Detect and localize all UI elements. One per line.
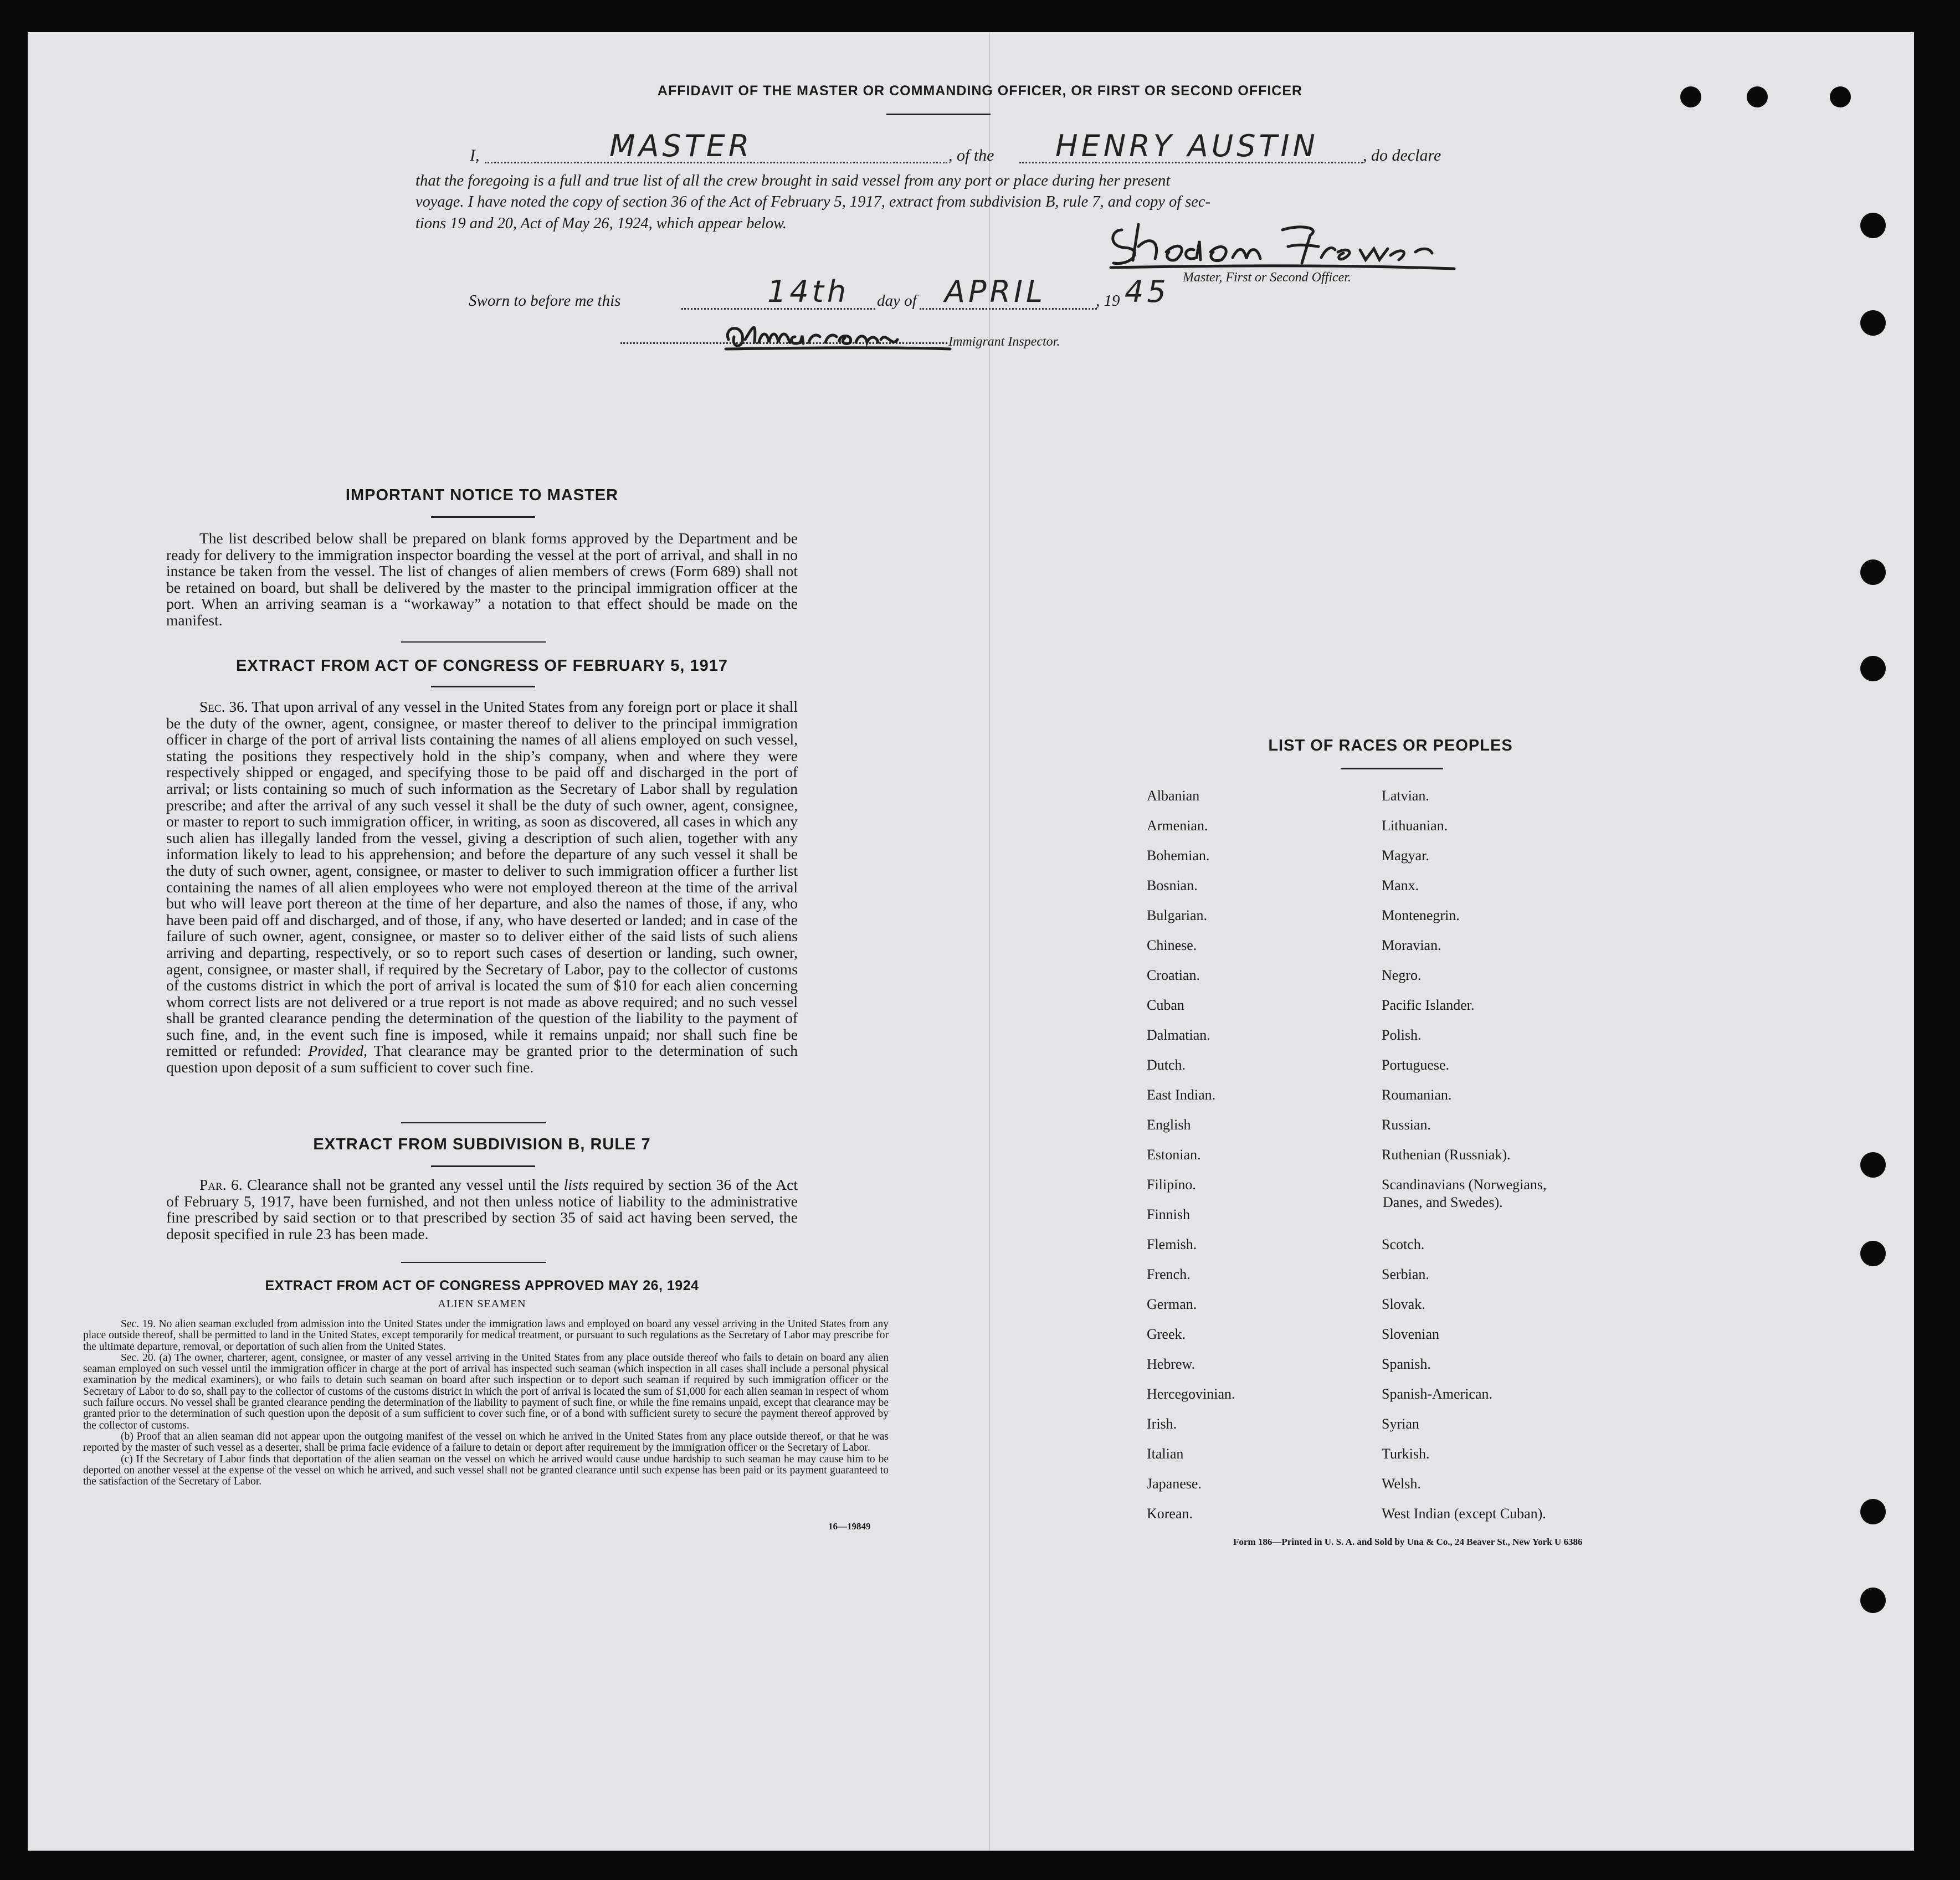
- month-filled: APRIL: [945, 274, 1046, 309]
- race-item: Syrian: [1382, 1416, 1419, 1432]
- race-item: East Indian.: [1147, 1087, 1216, 1103]
- races-rule: [1341, 768, 1443, 769]
- section-36-body: That upon arrival of any vessel in the United States from any foreign port or place it shall be the duty of the owner, agent, consignee, or master thereof to deliver to the principal immigration officer in charge of the port of arrival lists containing the names of all aliens employed on such vessel, stating the positions they respectively hold in the ship’s company, when and where they were respectively shipped or engaged, and specifying those to be paid off and discharged in the port of arrival; or lists containing so much of such information as the Secretary of Labor shall by regulation prescribe; and after the arrival of any such vessel it shall be the duty of such owner, agent, consignee, or master to report to such immigration officer, in writing, as soon as discovered, all cases in which any such alien has illegally landed from the vessel, giving a description of such alien, together with any information likely to lead to his apprehension; and before the departure of any such vessel it shall be the duty of such owner, agent, consignee, or master to deliver to such immigration officer a further list containing the names of all alien employees who were not employed thereon at the time of the arrival but who will leave port thereon at the time of her departure, and also the names of those, if any, who have been paid off and discharged, and of those, if any, who have deserted or landed; and in case of the failure of such owner, agent, consignee, or master so to deliver either of the said lists of such aliens arriving and departing, respectively, or so to report such cases of desertion or landing, such owner, agent, consignee, or master shall, if required by the Secretary of Labor, pay to the collector of customs of the customs district in which the port of arrival is located the sum of $10 for each alien concerning whom correct lists are not delivered or a true report is not made as above required; and no such vessel shall be granted clearance pending the determination of the question of the liability to the payment of such fine, and, in the event such fine is imposed, while it remains unpaid; nor shall such fine be remitted or refunded:: [166, 698, 798, 1060]
- race-item: German.: [1147, 1296, 1197, 1312]
- race-item: West Indian (except Cuban).: [1382, 1506, 1546, 1522]
- race-item: Armenian.: [1147, 818, 1208, 834]
- rule7-end-rule: [401, 1262, 546, 1263]
- master-signature: [1100, 213, 1460, 274]
- master-filled: MASTER: [609, 129, 753, 163]
- race-item: Magyar.: [1382, 847, 1429, 864]
- race-item: Bosnian.: [1147, 877, 1198, 893]
- sec-20a-text: Sec. 20. (a) The owner, charterer, agent, consignee, or master of any vessel arriving in the United States from any place outside thereof who fails to detain on board any alien seaman employed on such vessel until the immigration officer in charge at the port of arrival has inspected such seaman (which inspection in all cases shall include a personal physical examination by the medical examiners), or who fails to detain such seaman on board after such inspection or to deport such seaman if required by such immigration officer or the Secretary of Labor to do so, shall pay to the collector of customs of the customs district in which the port of arrival is located the sum of $1,000 for each alien seaman in respect of whom such failure occurs. No vessel shall be granted clearance pending the determination of the liability to payment of such fine, or while the fine remains unpaid, except that clearance may be granted prior to the determination of such question upon the deposit of a sum sufficient to cover such fine, or of a bond with sufficient surety to secure the payment thereof approved by the collector of customs.: [83, 1352, 889, 1431]
- punch-hole: [1860, 559, 1886, 585]
- alien-seamen-subtitle: ALIEN SEAMEN: [438, 1298, 526, 1310]
- affidavit-line-2: that the foregoing is a full and true list of all the crew brought in said vessel from any port or place during her present: [415, 172, 1171, 189]
- race-item: Welsh.: [1382, 1476, 1421, 1492]
- race-item: Bulgarian.: [1147, 907, 1208, 923]
- race-item: Hebrew.: [1147, 1356, 1196, 1372]
- rule7-text-a: Clearance shall not be granted any vessel until the: [247, 1176, 560, 1193]
- notice-text-body: The list described below shall be prepared on blank forms approved by the Department and be ready for delivery to the immigration inspector boarding the vessel at the port of arrival, and shall in no instance be taken from the vessel. The list of changes of alien members of crews (Form 689) shall not be retained on board, but shall be delivered by the master to the principal immigration officer at the port. When an arriving seaman is a “workaway” a notation to that effect should be made on the manifest.: [166, 530, 798, 629]
- race-item: Roumanian.: [1382, 1087, 1452, 1103]
- of-the: , of the: [948, 146, 994, 165]
- affidavit-line-4: tions 19 and 20, Act of May 26, 1924, which appear below.: [415, 215, 787, 232]
- race-item: Italian: [1147, 1446, 1184, 1462]
- inspector-caption: Immigrant Inspector.: [948, 335, 1060, 349]
- extract-1917-title: EXTRACT FROM ACT OF CONGRESS OF FEBRUARY 5, 1917: [235, 657, 728, 675]
- race-item: Manx.: [1382, 877, 1419, 893]
- race-item: Chinese.: [1147, 937, 1197, 953]
- race-item: Korean.: [1147, 1506, 1193, 1522]
- notice-title: IMPORTANT NOTICE TO MASTER: [345, 486, 619, 504]
- rule7-text-b: required by section 36 of the Act of February 5, 1917, have been furnished, and not then unless notice of liability to the administrative fine prescribed by said section or to that prescribed by section 35 of said act having been served, the deposit specified in rule 23 has been made.: [166, 1176, 798, 1242]
- rule7-rule: [431, 1165, 535, 1167]
- race-item: Bohemian.: [1147, 847, 1210, 864]
- section-label: Sec. 36.: [199, 698, 248, 715]
- race-item: Negro.: [1382, 967, 1422, 983]
- year-filled: 45: [1125, 274, 1169, 309]
- notice-rule: [431, 516, 535, 518]
- punch-hole: [1860, 1241, 1886, 1266]
- race-item: Danes, and Swedes).: [1383, 1194, 1503, 1210]
- affidavit-line-3: voyage. I have noted the copy of section 36 of the Act of February 5, 1917, extract from subdivision B, rule 7, and copy of sec-: [415, 193, 1210, 210]
- race-item: Finnish: [1147, 1206, 1191, 1222]
- race-item: Montenegrin.: [1382, 907, 1460, 923]
- inspector-signature: [720, 315, 953, 353]
- extract-1917-end-rule: [401, 1122, 546, 1123]
- race-item: Dutch.: [1147, 1057, 1186, 1073]
- par-label: Par. 6.: [199, 1176, 243, 1193]
- race-item: Hercegovinian.: [1147, 1386, 1235, 1402]
- race-item: Slovenian: [1382, 1326, 1439, 1342]
- race-item: Portuguese.: [1382, 1057, 1450, 1073]
- extract-1917-text: [166, 698, 798, 1076]
- race-item: Moravian.: [1382, 937, 1441, 953]
- race-item: Scandinavians (Norwegians,: [1382, 1177, 1547, 1193]
- form-code: 16—19849: [828, 1521, 871, 1532]
- punch-hole: [1860, 1588, 1886, 1613]
- sworn-label: Sworn to before me this: [469, 292, 621, 310]
- race-item: Slovak.: [1382, 1296, 1425, 1312]
- race-item: Spanish.: [1382, 1356, 1431, 1372]
- sec-20c-text: (c) If the Secretary of Labor finds that deportation of the alien seaman on the vessel on which he arrived would cause undue hardship to such seaman he may cause him to be deported on another vessel at the expense of the vessel on which he arrived, and such vessel shall not be granted clearance until such expense has been paid or its payment guaranteed to the satisfaction of the Secretary of Labor.: [83, 1453, 889, 1488]
- sec-20b-text: (b) Proof that an alien seaman did not appear upon the outgoing manifest of the vessel on which he arrived in the United States from any place outside thereof, or that he was reported by the master of such vessel as a deserter, shall be prima facie evidence of a failure to detain or deport after requirement by the immigration officer or the Secretary of Labor.: [83, 1430, 889, 1454]
- do-declare: , do declare: [1363, 146, 1441, 165]
- race-item: Cuban: [1147, 997, 1184, 1013]
- race-item: Latvian.: [1382, 788, 1429, 804]
- race-item: Turkish.: [1382, 1446, 1430, 1462]
- form-footer: Form 186—Printed in U. S. A. and Sold by Una & Co., 24 Beaver St., New York U 6386: [1233, 1537, 1583, 1547]
- race-item: French.: [1147, 1266, 1191, 1282]
- race-item: Croatian.: [1147, 967, 1200, 983]
- race-item: Dalmatian.: [1147, 1027, 1210, 1043]
- rule7-title: EXTRACT FROM SUBDIVISION B, RULE 7: [313, 1136, 651, 1153]
- lists-word: lists: [563, 1176, 589, 1193]
- race-item: Greek.: [1147, 1326, 1186, 1342]
- race-item: Pacific Islander.: [1382, 997, 1475, 1013]
- notice-end-rule: [401, 641, 546, 643]
- extract-1924-title: EXTRACT FROM ACT OF CONGRESS APPROVED MAY 26, 1924: [265, 1278, 699, 1293]
- race-item: Japanese.: [1147, 1476, 1202, 1492]
- vessel-filled: HENRY AUSTIN: [1055, 129, 1318, 163]
- affidavit-heading: AFFIDAVIT OF THE MASTER OR COMMANDING OFFICER, OR FIRST OR SECOND OFFICER: [657, 83, 1303, 99]
- race-item: Polish.: [1382, 1027, 1422, 1043]
- rule7-text: [166, 1177, 798, 1242]
- punch-hole: [1860, 1499, 1886, 1524]
- punch-hole: [1860, 213, 1886, 238]
- race-item: Irish.: [1147, 1416, 1177, 1432]
- affidavit-i: I,: [470, 146, 480, 165]
- extract-1917-rule: [431, 686, 535, 687]
- punch-hole: [1860, 1152, 1886, 1178]
- punch-hole: [1860, 656, 1886, 681]
- race-item: Spanish-American.: [1382, 1386, 1493, 1402]
- race-item: Albanian: [1147, 788, 1200, 804]
- section-36-end: That clearance may be granted prior to the determination of such question upon deposit of a sum sufficient to cover such fine.: [166, 1042, 798, 1076]
- races-title: LIST OF RACES OR PEOPLES: [1268, 737, 1513, 754]
- race-item: Lithuanian.: [1382, 818, 1448, 834]
- race-item: Serbian.: [1382, 1266, 1429, 1282]
- sec-19-text: Sec. 19. No alien seaman excluded from admission into the United States under the immigration laws and employed on board any vessel arriving in the United States from any place outside thereof, shall be permitted to land in the United States, except temporarily for medical treatment, or pursuant to such regulations as the Secretary of Labor may prescribe for the ultimate departure, removal, or deportation of such alien from the United States.: [83, 1318, 889, 1353]
- race-item: English: [1147, 1117, 1191, 1133]
- punch-hole: [1860, 310, 1886, 336]
- provided-word: Provided,: [308, 1042, 367, 1060]
- signature-caption: Master, First or Second Officer.: [1183, 270, 1351, 285]
- race-item: Russian.: [1382, 1117, 1431, 1133]
- race-item: Ruthenian (Russniak).: [1382, 1147, 1511, 1163]
- heading-rule: [886, 114, 991, 115]
- extract-1924-text: [83, 1319, 889, 1487]
- race-item: Filipino.: [1147, 1177, 1196, 1193]
- race-item: Estonian.: [1147, 1147, 1201, 1163]
- race-item: Flemish.: [1147, 1236, 1197, 1252]
- day-filled: 14th: [767, 274, 850, 309]
- race-item: Scotch.: [1382, 1236, 1425, 1252]
- notice-text: [166, 530, 798, 629]
- year-prefix: , 19: [1096, 292, 1120, 310]
- day-of: day of: [877, 292, 917, 310]
